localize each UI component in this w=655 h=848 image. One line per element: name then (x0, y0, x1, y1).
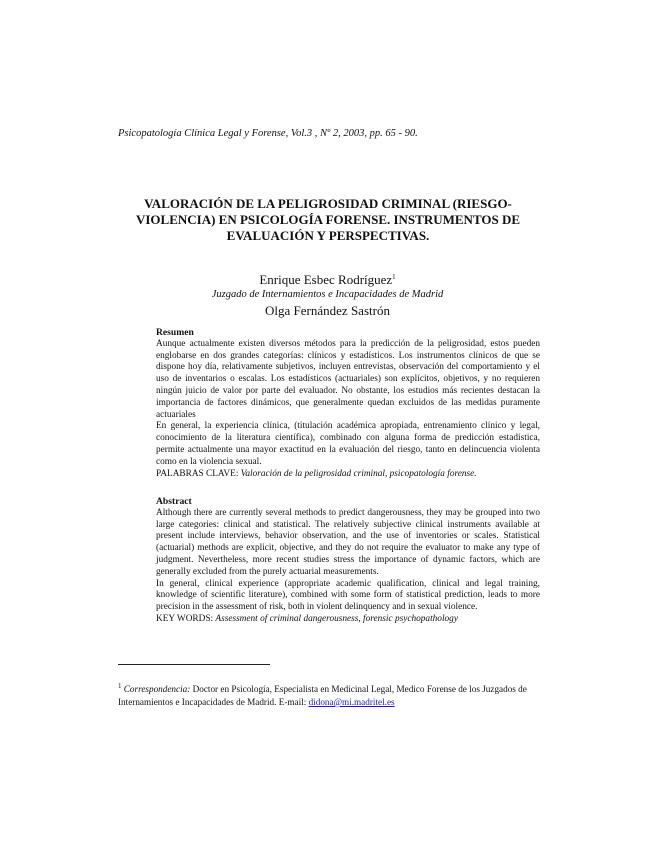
affiliation: Juzgado de Internamientos e Incapacidades de Madrid (211, 289, 444, 300)
resumen-section (156, 327, 540, 480)
abstract-keywords-value: Assessment of criminal dangerousness, forensic psychopathology (215, 613, 458, 624)
resumen-paragraph-2: En general, la experiencia clínica, (titulación académica apropiada, entrenamiento clínico y legal, conocimiento de la literatura científica), combinado con alguna forma de predicción estadística, permite actualmente una mayor exactitud en la evaluación del riesgo, tanto en delincuencia violenta como en la violencia sexual. (156, 421, 540, 467)
author-2: Olga Fernández Sastrón (265, 303, 390, 318)
abstract-section (156, 496, 540, 626)
title-line-3: EVALUACIÓN Y PERSPECTIVAS. (226, 228, 430, 243)
author-1-footnote-mark: 1 (392, 273, 396, 281)
footnote-email-link[interactable]: didona@mi.madritel.es (308, 697, 395, 707)
abstract-keywords (156, 614, 540, 626)
resumen-heading: Resumen (156, 327, 194, 338)
author-1-name: Enrique Esbec Rodríguez (259, 272, 393, 287)
abstract-paragraph-1: Although there are currently several methods to predict dangerousness, they may be grouped into two large categories: clinical and statistical. The relatively subjective clinical instruments available at present include interviews, behavior observation, and the use of inventories or scales. Statistical (actuarial) methods are explicit, objective, and they do not require the evaluator to make any type of judgment. Nevertheless, more recent studies stress the importance of dynamic factors, which are generally excluded from the purely actuarial measurements. (156, 507, 540, 577)
resumen-keywords (156, 469, 540, 481)
resumen-keywords-value: Valoración de la peligrosidad criminal, psicopatología forense. (240, 468, 477, 479)
footnote-divider (118, 664, 270, 665)
title-line-1: VALORACIÓN DE LA PELIGROSIDAD CRIMINAL (RIESGO- (144, 196, 512, 211)
footnote-text: Doctor en Psicología, Especialista en Medicinal Legal, Medico Forense de los Juzgados de Internamientos e Incapacidades de Madrid. E-mail: (118, 684, 527, 707)
author-1 (0, 272, 655, 288)
title-line-2: VIOLENCIA) EN PSICOLOGÍA FORENSE. INSTRUMENTOS DE (135, 212, 521, 227)
resumen-paragraph-1: Aunque actualmente existen diversos métodos para la predicción de la peligrosidad, estos pueden englobarse en dos grandes categorías: clínicos y estadísticos. Los instrumentos clínicos de que se dispone hoy día, relativamente subjetivos, incluyen entrevistas, observación del comportamiento y el uso de inventarios o escalas. Los estadísticos (actuariales) son explícitos, objetivos, y no requieren ningún juicio de valor por parte del evaluador. No obstante, los estudios más recientes destacan la importancia de factores dinámicos, que generalmente quedan excluidos de las medidas puramente actuariales (156, 338, 540, 420)
abstract-keywords-label: KEY WORDS: (156, 613, 214, 624)
footnote-mark: 1 (118, 682, 122, 690)
abstract-paragraph-2: In general, clinical experience (appropriate academic qualification, clinical and legal training, knowledge of scientific literature), combined with some form of statistical prediction, leads to more precision in the assessment of risk, both in violent delinquency and in sexual violence. (156, 578, 540, 613)
paper-title (118, 196, 538, 244)
abstract-heading: Abstract (156, 496, 192, 507)
footnote-label: Correspondencia: (123, 684, 191, 694)
resumen-keywords-label: PALABRAS CLAVE: (156, 468, 239, 479)
journal-reference: Psicopatología Clínica Legal y Forense, Vol.3 , Nº 2, 2003, pp. 65 - 90. (118, 128, 418, 139)
footnote (118, 680, 558, 709)
